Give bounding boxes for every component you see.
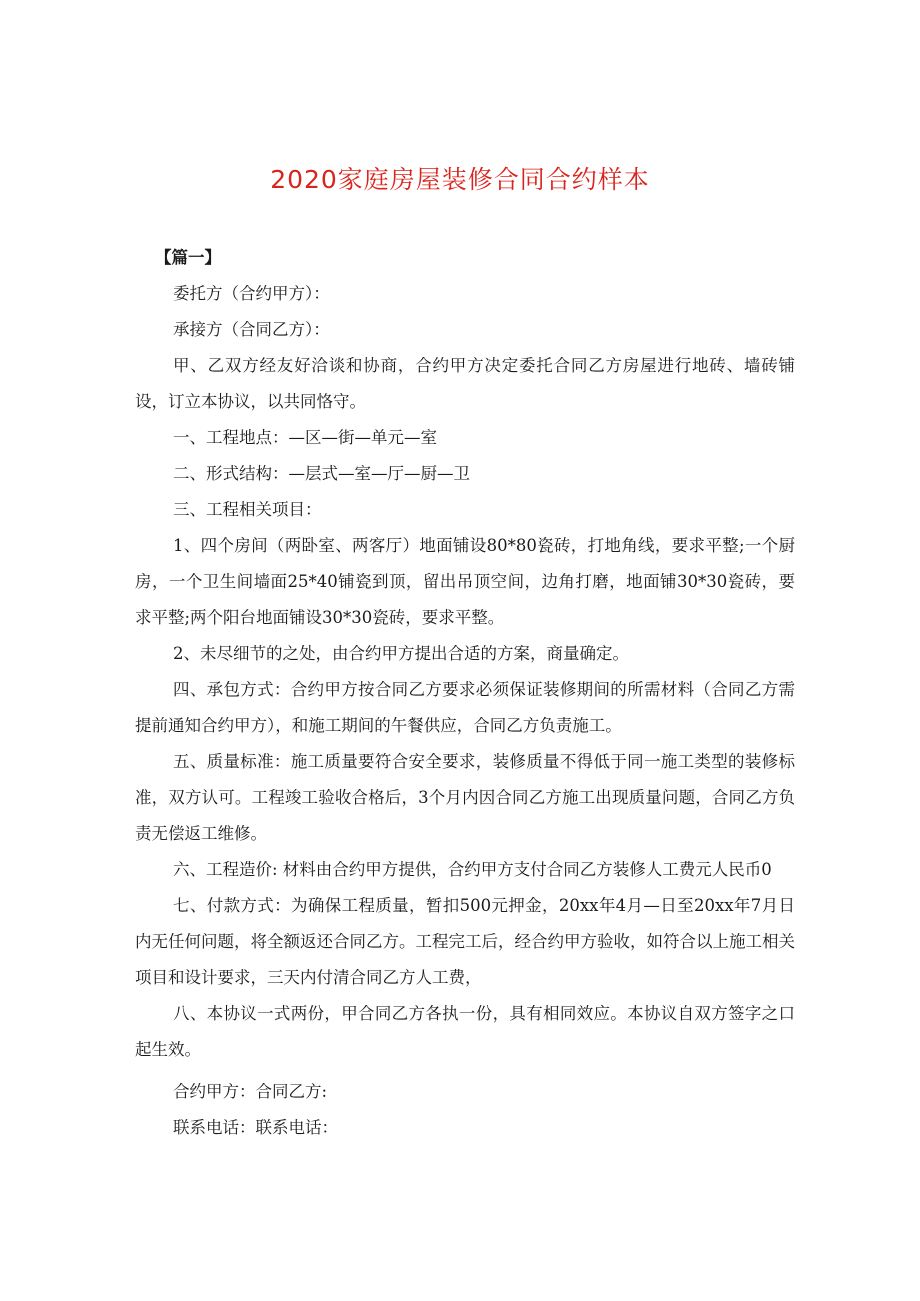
paragraph-location: 一、工程地点：—区—街—单元—室 — [173, 428, 437, 447]
signature-phones: 联系电话：联系电话： — [173, 1118, 338, 1137]
paragraph-cost: 六、工程造价: 材料由合约甲方提供，合约甲方支付合同乙方装修人工费元人民币0 — [173, 860, 772, 879]
paragraph-item-2: 2、未尽细节的之处，由合约甲方提出合适的方案，商量确定。 — [173, 644, 629, 663]
document-title: 2020家庭房屋装修合同合约样本 — [270, 165, 650, 194]
paragraph-copies: 八、本协议一式两份，甲合同乙方各执一份，具有相同效应。本协议自双方签字之口起生效。 — [135, 1004, 795, 1059]
paragraph-contractor: 承接方（合同乙方）： — [173, 320, 330, 339]
signature-parties: 合约甲方：合同乙方: — [173, 1082, 328, 1101]
paragraph-intro: 甲、乙双方经友好洽谈和协商，合约甲方决定委托合同乙方房屋进行地砖、墙砖铺设，订立本协议，以共同恪守。 — [135, 356, 795, 411]
section-heading: 【篇一】 — [155, 248, 221, 267]
paragraph-contract-method: 四、承包方式：合约甲方按合同乙方要求必须保证装修期间的所需材料（合同乙方需提前通知合约甲方），和施工期间的午餐供应，合同乙方负责施工。 — [135, 680, 795, 735]
paragraph-item-1: 1、四个房间（两卧室、两客厅）地面铺设80*80瓷砖，打地角线，要求平整;一个厨房，一个卫生间墙面25*40铺瓷到顶，留出吊顶空间，边角打磨，地面铺30*30瓷砖，要求平整;两个阳台地面铺设30*30瓷砖，要求平整。 — [135, 536, 795, 627]
paragraph-client: 委托方（合约甲方）： — [173, 284, 330, 303]
paragraph-structure: 二、形式结构：—层式—室—厅—厨—卫 — [173, 464, 470, 483]
paragraph-items-heading: 三、工程相关项目： — [173, 500, 322, 519]
document-body — [135, 240, 795, 1146]
paragraph-quality: 五、质量标准：施工质量要符合安全要求，装修质量不得低于同一施工类型的装修标准，双方认可。工程竣工验收合格后，3个月内因合同乙方施工出现质量问题，合同乙方负责无偿返工维修。 — [135, 752, 795, 843]
paragraph-payment: 七、付款方式：为确保工程质量，暂扣500元押金，20xx年4月—日至20xx年7月日内无任何问题，将全额返还合同乙方。工程完工后，经合约甲方验收，如符合以上施工相关项目和设计要求，三天内付清合同乙方人工费， — [135, 896, 795, 987]
